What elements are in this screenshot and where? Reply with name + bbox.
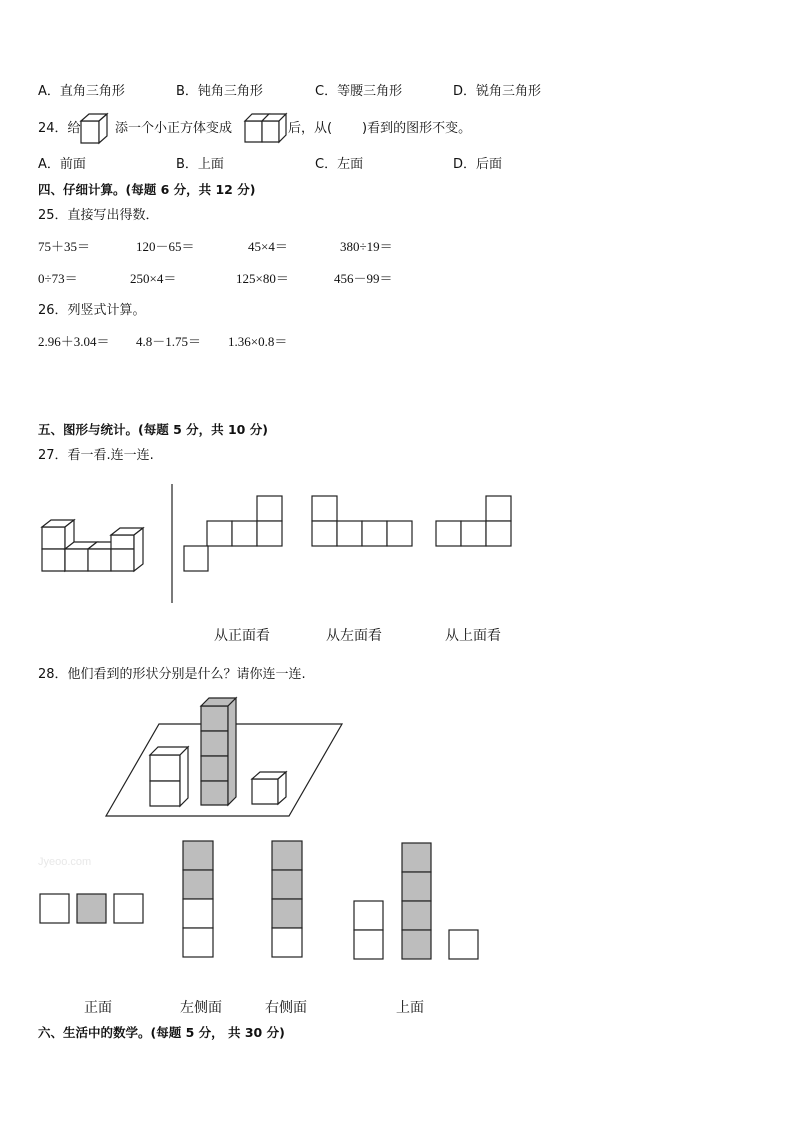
q25-item: 456－99＝ [334, 271, 393, 286]
q24-option-a: A．前面 [38, 157, 86, 172]
q28-prompt: 28．他们看到的形状分别是什么？请你连一连. [38, 667, 306, 682]
q27-view-shape-a [183, 495, 285, 573]
q25-item: 380÷19＝ [340, 239, 393, 254]
q25-item: 75＋35＝ [38, 239, 91, 254]
q27-cube-structure [40, 518, 154, 574]
q24-option-d: D．后面 [453, 157, 503, 172]
q25-item: 45×4＝ [248, 239, 288, 254]
q28-view-front-row [39, 893, 145, 925]
q23-option-b: B．钝角三角形 [176, 84, 263, 99]
q23-option-d: D．锐角三角形 [453, 84, 542, 99]
single-cube-figure [80, 113, 110, 145]
section-5-heading: 五、图形与统计。(每题 5 分，共 10 分) [38, 422, 268, 437]
q24-text-4: )看到的图形不变。 [362, 121, 472, 136]
q28-label-front: 正面 [84, 1000, 112, 1016]
q27-label-front: 从正面看 [214, 628, 270, 644]
q27-view-shape-c [435, 495, 515, 549]
section-6-heading: 六、生活中的数学。(每题 5 分， 共 30 分) [38, 1025, 285, 1040]
q28-label-left-side: 左侧面 [180, 1000, 222, 1016]
q25-item: 0÷73＝ [38, 271, 78, 286]
q24-option-b: B．上面 [176, 157, 224, 172]
q28-label-top: 上面 [396, 1000, 424, 1016]
q27-prompt: 27．看一看.连一连. [38, 448, 154, 463]
q23-option-c: C．等腰三角形 [315, 84, 403, 99]
q28-scene-figure [104, 696, 346, 820]
q27-label-left: 从左面看 [326, 628, 382, 644]
q28-view-stack-1 [182, 840, 216, 960]
q24-text-1: 24．给 [38, 121, 81, 136]
q23-option-a: A．直角三角形 [38, 84, 125, 99]
q26-item: 1.36×0.8＝ [228, 334, 288, 349]
q24-text-3: 后，从( [288, 121, 333, 136]
section-4-heading: 四、仔细计算。(每题 6 分，共 12 分) [38, 182, 256, 197]
q25-item: 120－65＝ [136, 239, 195, 254]
q28-view-stack-group [353, 842, 483, 962]
q25-item: 125×80＝ [236, 271, 289, 286]
q27-view-shape-b [311, 495, 415, 549]
q25-prompt: 25．直接写出得数． [38, 208, 159, 223]
cube-structure-figure [244, 111, 288, 145]
watermark: Jyeoo.com [38, 856, 92, 868]
divider-line [170, 484, 176, 604]
q28-label-right-side: 右侧面 [265, 1000, 307, 1016]
q26-item: 4.8－1.75＝ [136, 334, 202, 349]
q24-option-c: C．左面 [315, 157, 364, 172]
q26-item: 2.96＋3.04＝ [38, 334, 110, 349]
q25-item: 250×4＝ [130, 271, 177, 286]
q27-label-top: 从上面看 [445, 628, 501, 644]
q24-text-2: 添一个小正方体变成 [115, 121, 233, 136]
q26-prompt: 26．列竖式计算。 [38, 303, 146, 318]
q28-view-stack-2 [271, 840, 305, 960]
